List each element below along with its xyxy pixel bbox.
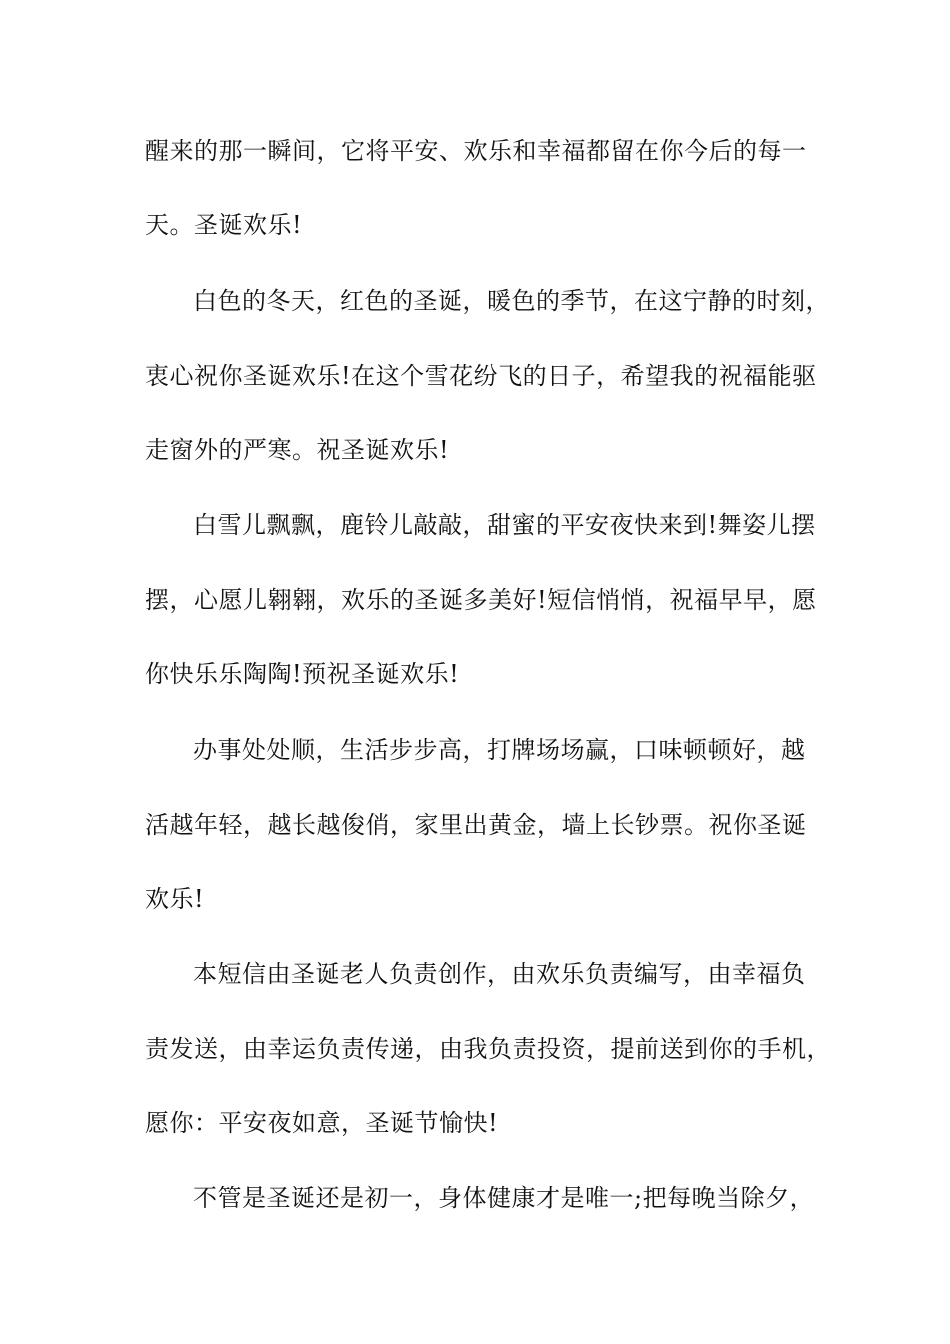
paragraph-first-line: 本短信由圣诞老人负责创作，由欢乐负责编写，由幸福负 — [193, 960, 806, 988]
paragraph-first-line: 白色的冬天，红色的圣诞，暖色的季节，在这宁静的时刻， — [193, 287, 830, 315]
text-line: 责发送，由幸运负责传递，由我负责投资，提前送到你的手机， — [145, 1035, 831, 1063]
paragraph-first-line: 不管是圣诞还是初一，身体健康才是唯一;把每晚当除夕， — [193, 1184, 815, 1212]
text-line: 醒来的那一瞬间，它将平安、欢乐和幸福都留在你今后的每一 — [145, 137, 807, 165]
text-line: 衷心祝你圣诞欢乐!在这个雪花纷飞的日子，希望我的祝福能驱 — [145, 362, 817, 390]
text-line: 活越年轻，越长越俊俏，家里出黄金，墙上长钞票。祝你圣诞 — [145, 811, 807, 839]
paragraph-first-line: 白雪儿飘飘，鹿铃儿敲敲，甜蜜的平安夜快来到!舞姿儿摆 — [193, 511, 816, 539]
text-line: 欢乐! — [145, 885, 205, 913]
text-line: 天。圣诞欢乐! — [145, 211, 303, 239]
text-line: 走窗外的严寒。祝圣诞欢乐! — [145, 436, 450, 464]
paragraph-first-line: 办事处处顺，生活步步高，打牌场场赢，口味顿顿好，越 — [193, 736, 806, 764]
text-line: 摆，心愿儿翱翱，欢乐的圣诞多美好!短信悄悄，祝福早早，愿 — [145, 586, 817, 614]
text-line: 你快乐乐陶陶!预祝圣诞欢乐! — [145, 660, 460, 688]
text-line: 愿你：平安夜如意，圣诞节愉快! — [145, 1109, 499, 1137]
